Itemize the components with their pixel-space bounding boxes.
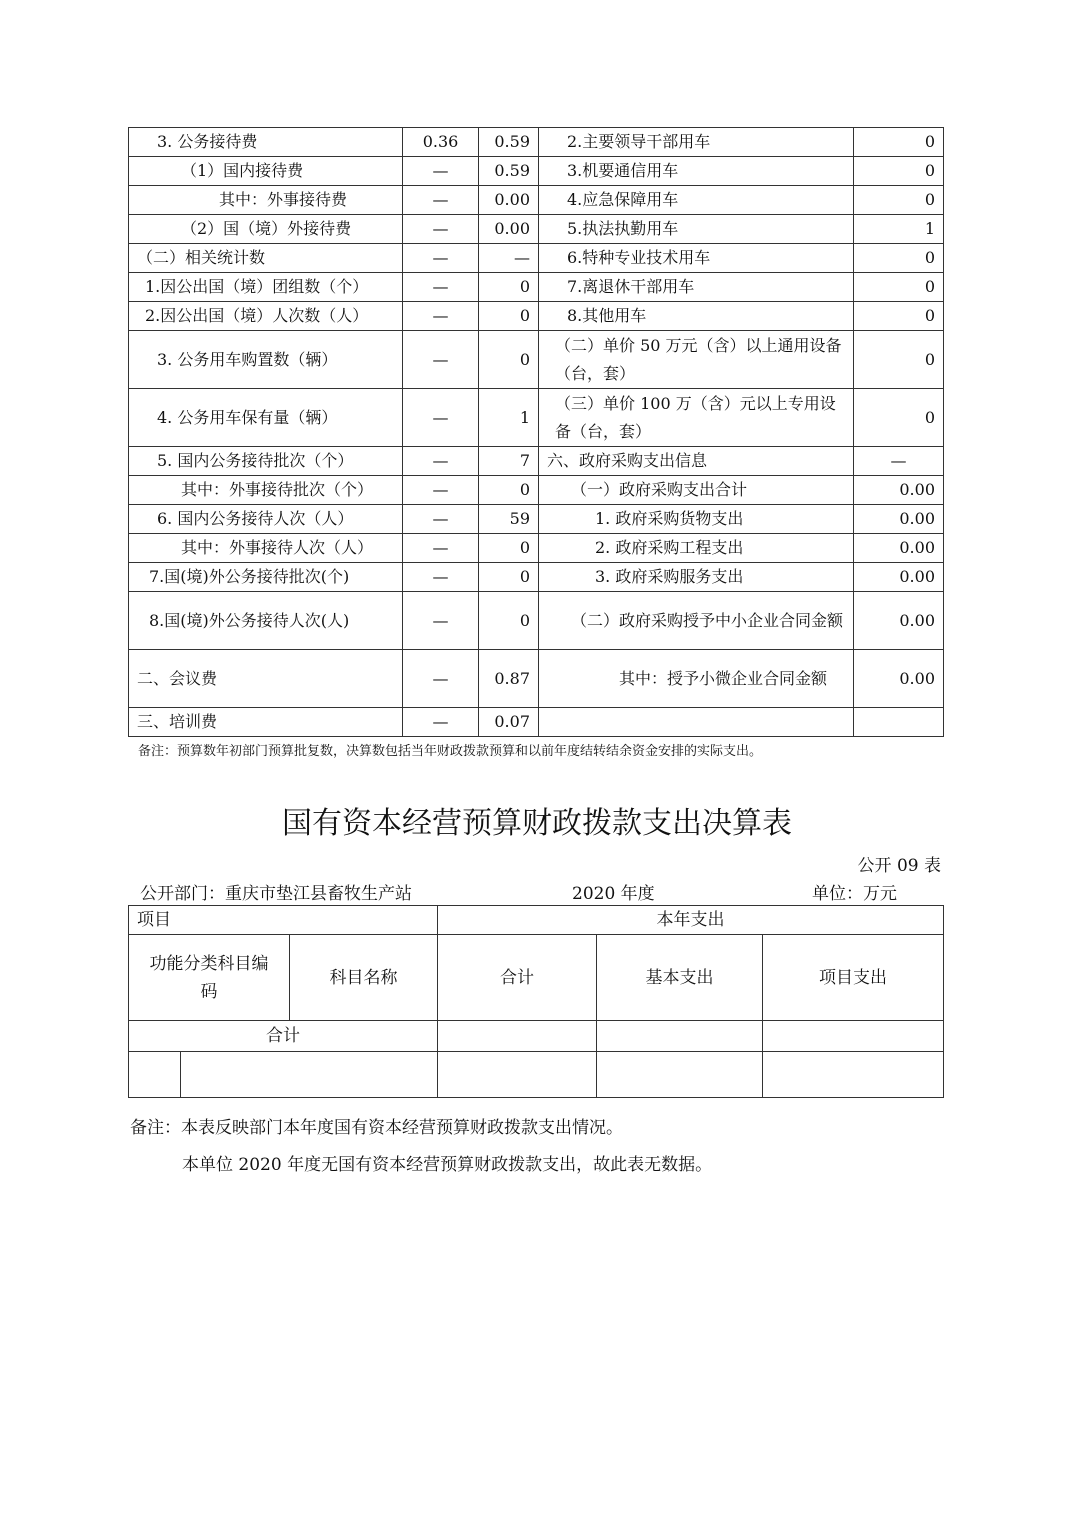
budget-value: — [403, 302, 479, 331]
row-label: （2）国（境）外接待费 [129, 215, 403, 244]
right-value: 0.00 [854, 650, 944, 708]
budget-value: — [403, 563, 479, 592]
actual-value: 0 [479, 331, 539, 389]
actual-value: 0.07 [479, 708, 539, 737]
right-label: 1. 政府采购货物支出 [539, 505, 854, 534]
table-row [129, 563, 944, 592]
actual-value: 7 [479, 447, 539, 476]
table-row [129, 447, 944, 476]
right-label [539, 708, 854, 737]
right-value: 0.00 [854, 505, 944, 534]
budget-value: — [403, 244, 479, 273]
row-label: 1.因公出国（境）团组数（个） [129, 273, 403, 302]
budget-value: — [403, 186, 479, 215]
row-label: 6. 国内公务接待人次（人） [129, 505, 403, 534]
row-label: （二）相关统计数 [129, 244, 403, 273]
project-value [763, 1021, 944, 1052]
right-value: 0.00 [854, 534, 944, 563]
budget-value: — [403, 331, 479, 389]
row-label: 三、培训费 [129, 708, 403, 737]
budget-value: — [403, 273, 479, 302]
empty-cell [763, 1052, 944, 1098]
right-label: 8.其他用车 [539, 302, 854, 331]
budget-value: — [403, 389, 479, 447]
table-row [129, 244, 944, 273]
table-row [129, 534, 944, 563]
header-item: 项目 [129, 906, 438, 935]
right-value: 0 [854, 186, 944, 215]
department-label: 公开部门：重庆市垫江县畜牧生产站 [140, 884, 412, 904]
budget-value: — [403, 215, 479, 244]
actual-value: 0 [479, 302, 539, 331]
right-label: 6.特种专业技术用车 [539, 244, 854, 273]
table-row [129, 157, 944, 186]
right-label: 3.机要通信用车 [539, 157, 854, 186]
right-value: 0 [854, 157, 944, 186]
header-project: 项目支出 [763, 935, 944, 1021]
table-row [129, 273, 944, 302]
right-value: 1 [854, 215, 944, 244]
page-title: 国有资本经营预算财政拨款支出决算表 [282, 806, 792, 841]
right-label: （一）政府采购支出合计 [539, 476, 854, 505]
right-label: 5.执法执勤用车 [539, 215, 854, 244]
table2-no-data-note: 本单位 2020 年度无国有资本经营预算财政拨款支出，故此表无数据。 [182, 1155, 713, 1175]
empty-cell [438, 1052, 597, 1098]
right-value: — [854, 447, 944, 476]
right-label: 4.应急保障用车 [539, 186, 854, 215]
right-value: 0 [854, 302, 944, 331]
right-label: 2.主要领导干部用车 [539, 128, 854, 157]
row-label: 2.因公出国（境）人次数（人） [129, 302, 403, 331]
budget-value: — [403, 447, 479, 476]
row-label: 3. 公务接待费 [129, 128, 403, 157]
right-value [854, 708, 944, 737]
actual-value: 1 [479, 389, 539, 447]
state-capital-expense-table [128, 905, 944, 1098]
right-value: 0 [854, 331, 944, 389]
right-value: 0 [854, 244, 944, 273]
header-basic: 基本支出 [597, 935, 763, 1021]
form-number: 公开 09 表 [857, 856, 941, 876]
budget-value: — [403, 592, 479, 650]
row-label: （1）国内接待费 [129, 157, 403, 186]
right-value: 0 [854, 273, 944, 302]
row-label: 7.国(境)外公务接待批次(个) [129, 563, 403, 592]
header-total: 合计 [438, 935, 597, 1021]
table-row [129, 505, 944, 534]
table-row [129, 592, 944, 650]
empty-cell [181, 1052, 438, 1098]
total-value [438, 1021, 597, 1052]
unit-label: 单位：万元 [812, 884, 897, 904]
right-label: （二）政府采购授予中小企业合同金额 [539, 592, 854, 650]
table1-note: 备注：预算数年初部门预算批复数，决算数包括当年财政拨款预算和以前年度结转结余资金安排的实际支出。 [138, 744, 763, 759]
right-label: 其中：授予小微企业合同金额 [539, 650, 854, 708]
right-label: 3. 政府采购服务支出 [539, 563, 854, 592]
table-row [129, 331, 944, 389]
right-value: 0 [854, 128, 944, 157]
empty-cell [129, 1052, 181, 1098]
header-subject-name: 科目名称 [290, 935, 438, 1021]
actual-value: 0 [479, 273, 539, 302]
right-label: 7.离退休干部用车 [539, 273, 854, 302]
table-row [129, 650, 944, 708]
actual-value: 0.87 [479, 650, 539, 708]
row-label: 其中：外事接待人次（人） [129, 534, 403, 563]
budget-value: — [403, 650, 479, 708]
actual-value: 0.00 [479, 215, 539, 244]
actual-value: — [479, 244, 539, 273]
row-label: 其中：外事接待费 [129, 186, 403, 215]
actual-value: 0 [479, 534, 539, 563]
row-label: 4. 公务用车保有量（辆） [129, 389, 403, 447]
right-value: 0.00 [854, 592, 944, 650]
table-row [129, 708, 944, 737]
budget-value: — [403, 708, 479, 737]
actual-value: 0 [479, 476, 539, 505]
table-row [129, 186, 944, 215]
actual-value: 0.59 [479, 157, 539, 186]
actual-value: 0.00 [479, 186, 539, 215]
year-label: 2020 年度 [572, 884, 655, 904]
right-label: （二）单价 50 万元（含）以上通用设备（台，套） [539, 331, 854, 389]
actual-value: 59 [479, 505, 539, 534]
empty-cell [597, 1052, 763, 1098]
table-row [129, 215, 944, 244]
budget-value: — [403, 157, 479, 186]
actual-value: 0 [479, 592, 539, 650]
right-label: （三）单价 100 万（含）元以上专用设备（台，套） [539, 389, 854, 447]
table2-note: 备注：本表反映部门本年度国有资本经营预算财政拨款支出情况。 [130, 1118, 623, 1138]
row-label: 其中：外事接待批次（个） [129, 476, 403, 505]
actual-value: 0.59 [479, 128, 539, 157]
budget-value: — [403, 476, 479, 505]
budget-value: — [403, 505, 479, 534]
right-label: 2. 政府采购工程支出 [539, 534, 854, 563]
table-row [129, 302, 944, 331]
row-label: 二、会议费 [129, 650, 403, 708]
basic-value [597, 1021, 763, 1052]
right-label: 六、政府采购支出信息 [539, 447, 854, 476]
table-row [129, 476, 944, 505]
right-value: 0.00 [854, 563, 944, 592]
row-label: 8.国(境)外公务接待人次(人) [129, 592, 403, 650]
right-value: 0.00 [854, 476, 944, 505]
row-label: 5. 国内公务接待批次（个） [129, 447, 403, 476]
expense-stats-table [128, 127, 944, 737]
header-current-expense: 本年支出 [438, 906, 944, 935]
total-label: 合计 [129, 1021, 438, 1052]
table-row [129, 389, 944, 447]
budget-value: — [403, 534, 479, 563]
right-value: 0 [854, 389, 944, 447]
header-func-code: 功能分类科目编码 [129, 935, 290, 1021]
actual-value: 0 [479, 563, 539, 592]
table-row [129, 128, 944, 157]
row-label: 3. 公务用车购置数（辆） [129, 331, 403, 389]
budget-value: 0.36 [403, 128, 479, 157]
